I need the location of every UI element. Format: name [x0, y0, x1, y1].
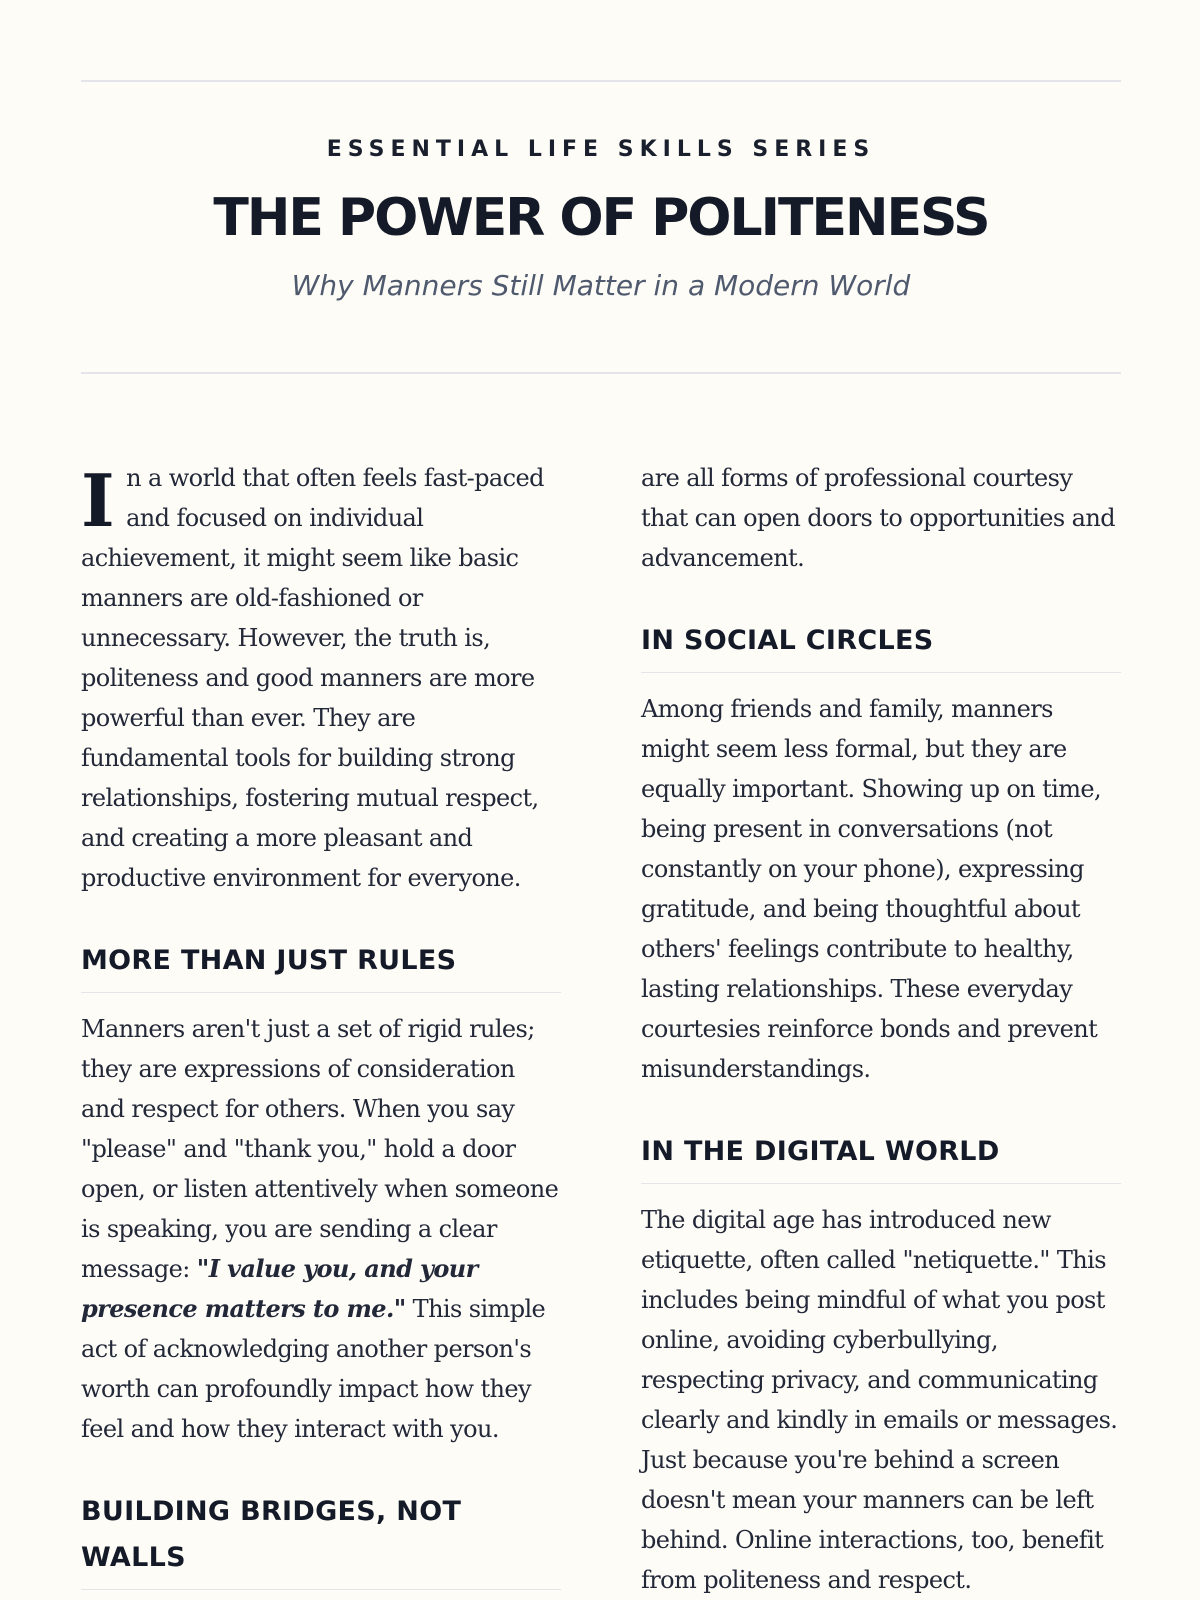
page-title: THE POWER OF POLITENESS: [213, 188, 989, 248]
digital-paragraph: The digital age has introduced new etiquette, often called "netiquette." This includes being mindful of what you post online, avoiding cyberbullying, respecting privacy, and communicating clearly and kindly in emails or messages. Just because you're behind a screen doesn't mean your manners can be left behind. Online interactions, too, benefit from politeness and respect.: [641, 1206, 1118, 1594]
section-heading-bridges: BUILDING BRIDGES, NOT WALLS: [81, 1489, 561, 1590]
social-paragraph: Among friends and family, manners might seem less formal, but they are equally important. Showing up on time, being present in conversations (not constantly on your phone), expressing gratitude, and being thoughtful about others' feelings contribute to healthy, lasting relationships. These everyday courtesies reinforce bonds and prevent misunderstandings.: [641, 695, 1102, 1083]
intro-paragraph: [81, 458, 561, 898]
top-divider: [81, 80, 1121, 82]
article-page: [81, 0, 1121, 1600]
rules-text-before: Manners aren't just a set of rigid rules; they are expressions of consideration and respect for others. When you say "please" and "thank you," hold a door open, or listen attentively when someone is speaking, you are sending a clear message:: [81, 1015, 559, 1283]
page-subtitle: Why Manners Still Matter in a Modern World: [291, 269, 911, 302]
header-divider: [81, 372, 1121, 374]
right-column: [641, 458, 1121, 1600]
rules-emphasis-quote: "I value you, and your presence matters to me.": [81, 1254, 478, 1323]
series-label: ESSENTIAL LIFE SKILLS SERIES: [326, 137, 876, 162]
section-heading-digital: IN THE DIGITAL WORLD: [641, 1129, 1121, 1184]
article-header: [81, 136, 1121, 304]
rules-text-after: This simple act of acknowledging another person's worth can profoundly impact how they feel and how they interact with you.: [81, 1295, 546, 1443]
rules-paragraph: [81, 1009, 561, 1449]
intro-text: n a world that often feels fast-paced and focused on individual achievement, it might seem like basic manners are old-fashioned or unnecessary. However, the truth is, politeness and good manners are more powerful than ever. They are fundamental tools for building strong relationships, fostering mutual respect, and creating a more pleasant and productive environment for everyone.: [81, 464, 544, 892]
left-column: [81, 458, 561, 1590]
section-heading-social: IN SOCIAL CIRCLES: [641, 618, 1121, 673]
professional-continuation: are all forms of professional courtesy that can open doors to opportunities and advancement.: [641, 464, 1115, 572]
section-heading-rules: MORE THAN JUST RULES: [81, 938, 561, 993]
drop-cap: I: [81, 458, 115, 543]
